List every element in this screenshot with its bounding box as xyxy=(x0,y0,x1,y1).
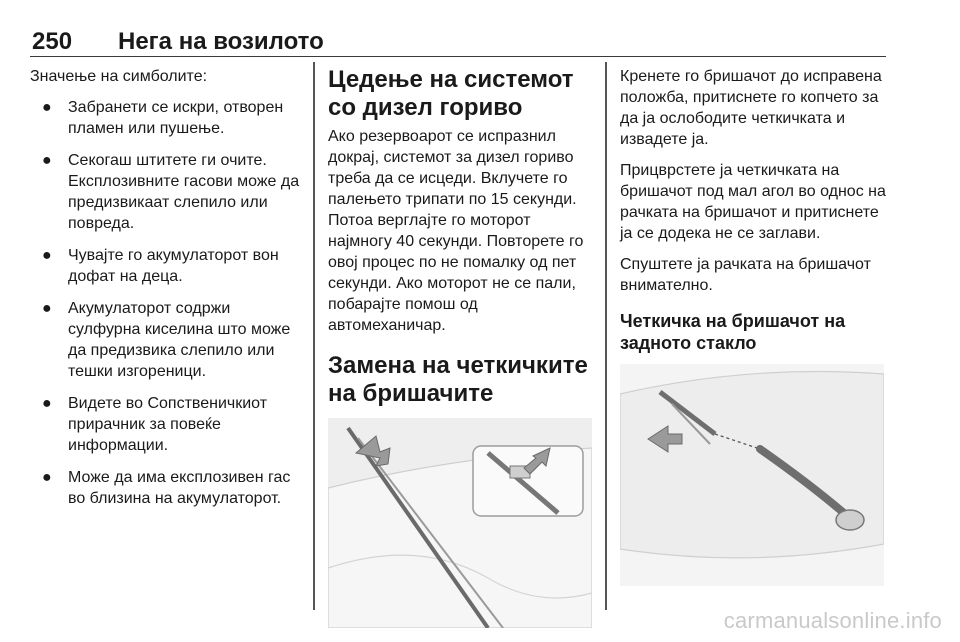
page-title: Нега на возилото xyxy=(118,28,324,55)
section-heading-wiper: Замена на четкичките на бришачите xyxy=(328,352,588,407)
remove-paragraph: Кренете го бришачот до исправена положба, притиснете го копчето за да ја ослободите четкичката и извадете ја. xyxy=(620,68,882,148)
list-item xyxy=(30,150,302,234)
rear-wiper-illustration xyxy=(620,364,884,586)
diesel-paragraph: Ако резервоарот се испразнил докрај, системот за дизел гориво треба да се исцеди. Вклучете го палењето трипати по 15 секунди. Потоа верглајте го моторот најмногу 40 секунди. Повторете го овој процес по не помалку од пет секунди. Ако моторот не се пали, побарајте помош од автомеханичар. xyxy=(328,128,584,334)
page-number: 250 xyxy=(32,28,73,55)
section-heading-diesel: Цедење на системот со дизел гориво xyxy=(328,66,574,121)
bullet-icon: ● xyxy=(42,469,52,486)
list-item xyxy=(30,97,302,139)
list-item xyxy=(30,298,302,382)
bullet-icon: ● xyxy=(42,395,52,412)
column-divider xyxy=(605,62,607,610)
watermark: carmanualsonline.info xyxy=(723,608,942,633)
list-item-text: Видете во Сопственичкиот прирачник за повеќе информации. xyxy=(68,395,268,454)
attach-paragraph: Прицврстете ја четкичката на бришачот под мал агол во однос на рачката на бришачот и притиснете ја се додека не се заглави. xyxy=(620,162,886,242)
column-middle xyxy=(328,66,596,628)
column-right xyxy=(620,66,890,586)
list-item xyxy=(30,467,302,509)
list-item-text: Може да има експлозивен гас во близина на акумулаторот. xyxy=(68,469,291,507)
list-item xyxy=(30,245,302,287)
lower-paragraph: Спуштете ја рачката на бришачот внимателно. xyxy=(620,256,871,294)
list-item xyxy=(30,393,302,456)
subheading-rear-wiper: Четкичка на бришачот на задното стакло xyxy=(620,311,846,353)
symbols-intro: Значење на симболите: xyxy=(30,68,208,85)
symbol-list xyxy=(30,97,302,509)
list-item-text: Забранети се искри, отворен пламен или пушење. xyxy=(68,99,284,137)
list-item-text: Акумулаторот содржи сулфурна киселина што може да предизвика слепило или тешки изгореници. xyxy=(68,300,291,380)
page-header xyxy=(30,28,886,57)
column-left xyxy=(30,66,302,520)
list-item-text: Секогаш штитете ги очите. Експлозивните гасови може да предизвикаат слепило или повреда. xyxy=(68,152,300,232)
list-item-text: Чувајте го акумулаторот вон дофат на деца. xyxy=(68,247,279,285)
bullet-icon: ● xyxy=(42,300,52,317)
bullet-icon: ● xyxy=(42,99,52,116)
bullet-icon: ● xyxy=(42,152,52,169)
bullet-icon: ● xyxy=(42,247,52,264)
column-divider xyxy=(313,62,315,610)
front-wiper-illustration xyxy=(328,418,592,628)
